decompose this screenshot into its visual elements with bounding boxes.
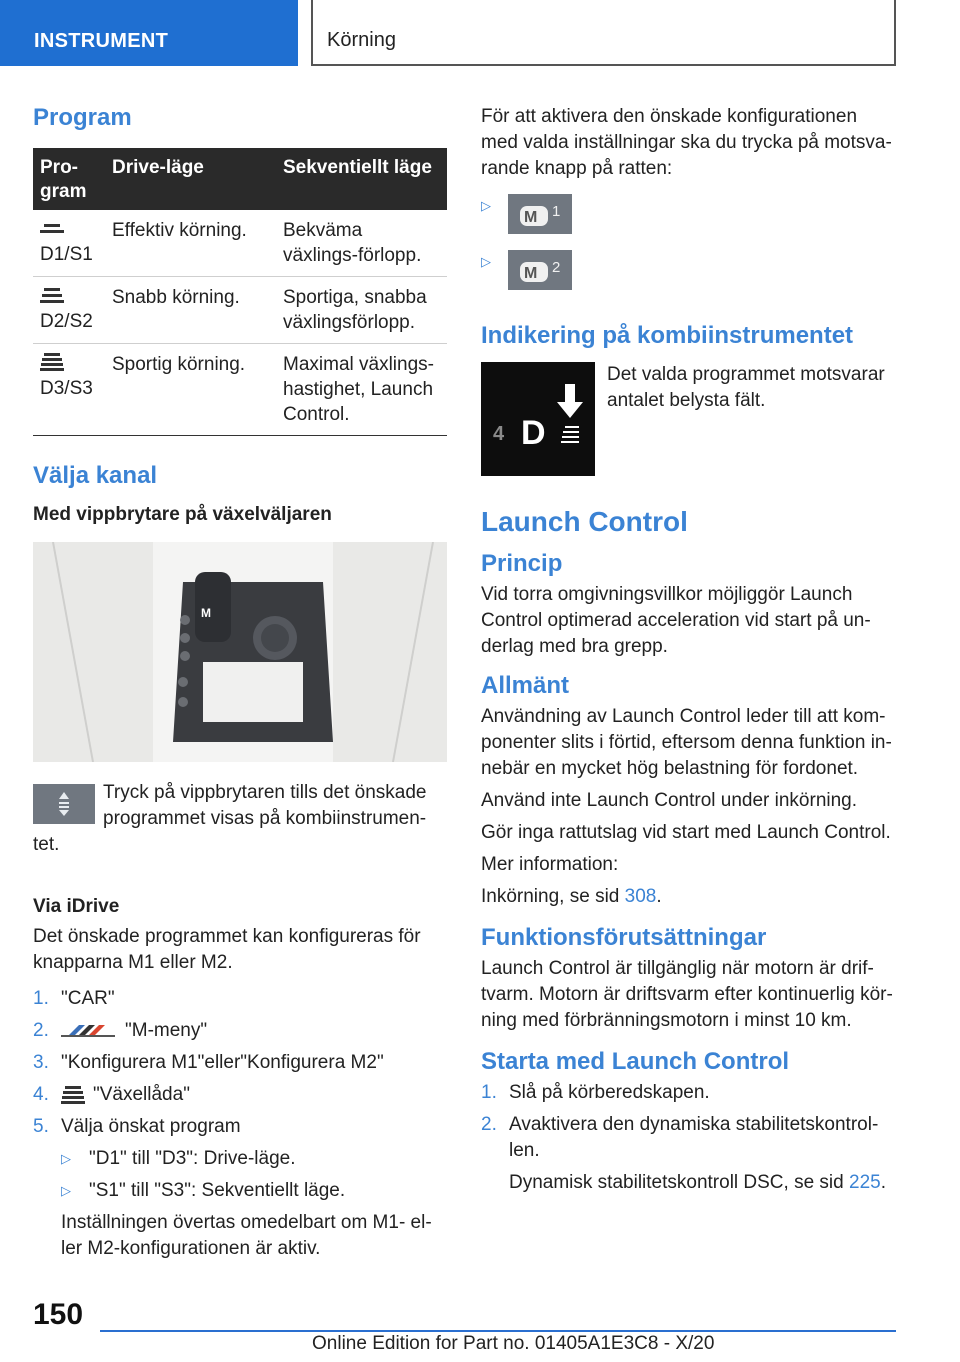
idrive-steps [33,986,447,1140]
list-item [61,1178,447,1204]
svg-text:M: M [524,209,538,226]
table-cell-seq: Sportiga, snabba växlingsförlopp. [276,277,447,344]
dsc-ref: Dynamisk stabilitetskontroll DSC, se sid 225. [509,1172,886,1193]
program-heading: Program [33,104,132,131]
m2-button-icon [508,250,572,290]
inkorning-page-link[interactable]: 308 [624,886,657,907]
m1-row [481,194,895,238]
section-tab: INSTRUMENT [0,0,298,66]
starta-steps [481,1080,895,1164]
left-column [33,96,447,1262]
funktion-heading: Funktionsförutsättningar [481,924,767,951]
mer-information: Mer information: [481,854,619,875]
idrive-text: Det önskade programmet kan konfigureras för knapparna M1 eller M2. [33,926,421,973]
rocker-switch-icon [33,784,95,824]
stripe-icon [40,218,64,238]
gear-selector-illustration [33,542,447,762]
aktivera-text: För att aktivera den önskade konfigurationen med valda inställningar ska du trycka på motsva-rande knapp på ratten: [481,106,892,179]
table-cell-seq: Maximal växlings-hastighet, Launch Control. [276,344,447,436]
indikering-block [481,362,895,478]
list-text: "CAR" [61,988,115,1009]
triangle-bullet-icon: ▷ [481,198,491,213]
triangle-bullet-icon: ▷ [61,1151,71,1166]
indikering-text: Det valda programmet motsvarar antalet belysta fält. [607,364,885,411]
tryck-text: Tryck på vippbrytaren tills det önskade programmet visas på kombiinstrumen-tet. [33,782,427,855]
list-item [33,1050,447,1076]
list-number: 3. [33,1052,49,1073]
gear-selector-photo [33,542,447,762]
list-number: 5. [33,1116,49,1137]
list-item [33,986,447,1012]
stripe-icon [40,352,64,372]
right-column [481,96,895,1196]
idrive-heading: Via iDrive [33,896,120,917]
m1-button-icon [508,194,572,234]
allmant-text-1: Användning av Launch Control leder till att kom-ponenter slits i förtid, eftersom denna funktion in-nebär en mycket hög belastning för fordonet. [481,706,892,779]
inkorning-ref: Inkörning, se sid 308. [481,886,662,907]
allmant-text-3: Gör inga rattutslag vid start med Launch Control. [481,822,891,843]
princip-text: Vid torra omgivningsvillkor möjliggör Launch Control optimerad acceleration vid start på un-derlag med bra grepp. [481,584,871,657]
program-label: D2/S2 [40,311,93,332]
table-header-seq: Sekventiellt läge [276,148,447,210]
stripe-icon [61,1085,85,1105]
list-number: 2. [33,1020,49,1041]
page-number: 150 [33,1298,84,1331]
list-text: "M-meny" [125,1020,208,1041]
svg-text:1: 1 [552,203,561,220]
vippbrytare-heading: Med vippbrytare på växelväljaren [33,504,332,525]
dsc-page-link[interactable]: 225 [849,1172,881,1193]
table-cell-seq: Bekväma växlings-förlopp. [276,210,447,277]
inkorning-prefix: Inkörning, se sid [481,886,625,907]
page-header [0,0,960,66]
table-cell-program [33,344,105,436]
princip-heading: Princip [481,550,563,577]
list-item [33,1018,447,1044]
list-text: "D1" till "D3": Drive-läge. [89,1148,296,1169]
list-text: "Växellåda" [93,1084,190,1105]
triangle-bullet-icon: ▷ [481,254,491,269]
chapter-title: Körning [311,0,896,66]
program-label: D3/S3 [40,378,93,399]
table-cell-program [33,277,105,344]
list-text: Slå på körberedskapen. [509,1082,710,1103]
list-number: 1. [481,1082,497,1103]
table-cell-program [33,210,105,277]
allmant-text-2: Använd inte Launch Control under inkörning. [481,790,858,811]
list-number: 2. [481,1114,497,1135]
valja-kanal-heading: Välja kanal [33,462,158,489]
dashboard-mode: D [521,414,546,452]
svg-text:2: 2 [552,259,561,276]
list-text: "S1" till "S3": Sekventiellt läge. [89,1180,346,1201]
triangle-bullet-icon: ▷ [61,1183,71,1198]
table-row [33,344,447,436]
dashboard-gear: 4 [493,423,505,445]
list-item [33,1114,447,1140]
table-row [33,277,447,344]
list-item [481,1112,895,1164]
dsc-prefix: Dynamisk stabilitetskontroll DSC, se sid [509,1172,849,1193]
m-logo-icon [61,1023,115,1039]
after-text: Inställningen övertas omedelbart om M1- el-ler M2-konfigurationen är aktiv. [61,1212,432,1259]
list-number: 1. [33,988,49,1009]
launch-control-heading: Launch Control [481,506,688,537]
funktion-text: Launch Control är tillgänglig när motorn är drif-tvarm. Motorn är driftsvarm efter kontinuerlig kör-ning med förbränningsmotorn i minst 10 km. [481,958,893,1031]
table-header-drive: Drive-läge [105,148,276,210]
list-item [481,1080,895,1106]
svg-text:M: M [524,265,538,282]
table-header-row [33,148,447,210]
table-cell-drive: Sportig körning. [105,344,276,436]
table-cell-drive: Effektiv körning. [105,210,276,277]
list-number: 4. [33,1084,49,1105]
list-item [61,1146,447,1172]
edition-text: Online Edition for Part no. 01405A1E3C8 - X/20 [312,1333,715,1354]
list-text: Välja önskat program [61,1116,241,1137]
list-item [33,1082,447,1108]
list-text: "Konfigurera M1"eller"Konfigurera M2" [61,1052,384,1073]
dashboard-display [481,362,595,476]
program-table [33,148,447,436]
allmant-heading: Allmänt [481,672,570,699]
m2-row [481,250,895,294]
table-row [33,210,447,277]
table-cell-drive: Snabb körning. [105,277,276,344]
program-substeps [61,1146,447,1204]
stripe-icon [40,285,64,305]
tryck-block [33,780,447,858]
indikering-heading: Indikering på kombiinstrumentet [481,322,854,349]
list-text: Avaktivera den dynamiska stabilitetskontrol-len. [509,1114,879,1161]
table-header-program: Pro-gram [33,148,105,210]
footer-divider [100,1330,896,1332]
program-label: D1/S1 [40,244,93,265]
m-logo-icon: M [201,606,211,620]
starta-heading: Starta med Launch Control [481,1048,790,1075]
